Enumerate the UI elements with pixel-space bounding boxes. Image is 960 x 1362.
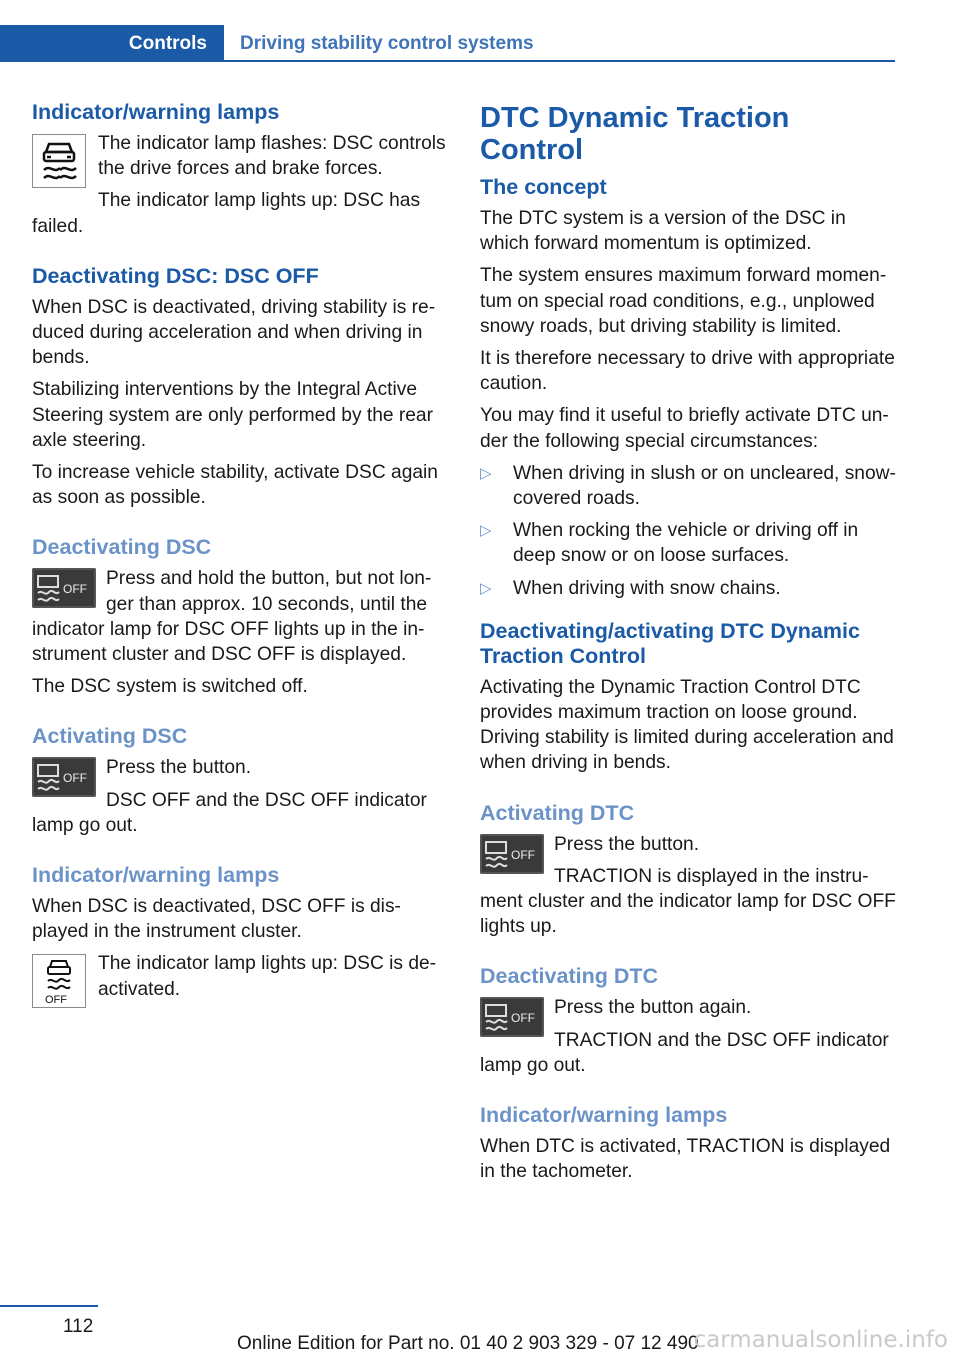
list-item xyxy=(480,576,898,601)
header-rule xyxy=(224,60,895,62)
text-para: The DTC system is a version of the DSC in which forward momentum is optimized. xyxy=(480,208,846,255)
text-para: Press and hold the button, but not longer than approx. 10 seconds, until the indicator lamp for DSC OFF lights up in the instrument cluster and DSC OFF is displayed. xyxy=(32,568,432,666)
list-item xyxy=(480,518,898,568)
dsc-off-warning-lamp-icon xyxy=(32,954,86,1008)
heading-deactivating-dtc: Deactivating DTC xyxy=(480,964,659,989)
text-para: Press the button again. xyxy=(554,997,752,1019)
left-column xyxy=(32,100,450,1012)
text-para: DSC OFF and the DSC OFF indicator lamp go out. xyxy=(32,789,427,836)
text-para: The indicator lamp lights up: DSC has failed. xyxy=(32,190,421,237)
heading-indicator-lamps-dsc: Indicator/warning lamps xyxy=(32,100,280,124)
bullet-triangle-icon: ▷ xyxy=(480,464,492,482)
heading-dtc-dynamic-traction-control: DTC Dynamic Traction Control xyxy=(480,102,790,166)
text-para: TRACTION is displayed in the instrument cluster and the indicator lamp for DSC OFF lights up. xyxy=(480,865,896,938)
list-item xyxy=(480,461,898,511)
footer-edition: Online Edition for Part no. 01 40 2 903 329 - 07 12 490 xyxy=(237,1333,699,1354)
text-para: It is therefore necessary to drive with appropriate caution. xyxy=(480,348,895,395)
text-para: To increase vehicle stability, activate DSC again as soon as possible. xyxy=(32,462,438,509)
text-para: The DSC system is switched off. xyxy=(32,676,308,698)
text-para: When DSC is deactivated, DSC OFF is displayed in the instrument cluster. xyxy=(32,896,401,943)
text-para: Press the button. xyxy=(554,833,700,855)
dsc-off-button-icon xyxy=(480,834,544,874)
text-para: The indicator lamp flashes: DSC controls the drive forces and brake forces. xyxy=(98,133,446,180)
heading-activating-dtc: Activating DTC xyxy=(480,800,635,825)
dsc-off-button-icon xyxy=(480,997,544,1037)
dsc-warning-lamp-icon xyxy=(32,134,86,188)
heading-activating-dsc: Activating DSC xyxy=(32,724,188,749)
text-para: TRACTION and the DSC OFF indicator lamp go out. xyxy=(480,1029,889,1076)
header-title: Driving stability control systems xyxy=(240,33,534,54)
bullet-triangle-icon: ▷ xyxy=(480,522,492,540)
heading-indicator-lamps-dsc-off: Indicator/warning lamps xyxy=(32,863,280,888)
text-para: The system ensures maximum forward momentum on special road conditions, e.g., unplowed snowy roads, but driving stability is limited. xyxy=(480,265,887,337)
svg-text:OFF: OFF xyxy=(511,847,535,862)
heading-deactivating-dsc: Deactivating DSC xyxy=(32,535,212,560)
list-item-text: When rocking the vehicle or driving off in deep snow or on loose surfaces. xyxy=(513,520,859,567)
list-item-text: When driving in slush or on uncleared, snow-covered roads. xyxy=(513,462,896,510)
text-para: When DTC is activated, TRACTION is displayed in the tachometer. xyxy=(480,1136,891,1183)
svg-text:OFF: OFF xyxy=(63,582,87,597)
dsc-off-button-icon xyxy=(32,757,96,797)
svg-text:OFF: OFF xyxy=(45,994,67,1006)
page-number: 112 xyxy=(63,1316,94,1337)
svg-text:OFF: OFF xyxy=(63,771,87,786)
heading-indicator-lamps-dtc: Indicator/warning lamps xyxy=(480,1103,728,1128)
text-para: Stabilizing interventions by the Integral Active Steering system are only performed by the rear axle steering. xyxy=(32,379,433,451)
heading-deactivating-dsc-off: Deactivating DSC: DSC OFF xyxy=(32,263,319,288)
text-para: The indicator lamp lights up: DSC is deactivated. xyxy=(98,953,437,1000)
dsc-off-button-icon xyxy=(32,568,96,608)
text-para: You may find it useful to briefly activate DTC under the following special circumstances: xyxy=(480,405,889,452)
circumstances-list xyxy=(480,461,898,601)
heading-the-concept: The concept xyxy=(480,175,607,199)
watermark: carmanualsonline.info xyxy=(693,1327,948,1353)
text-para: Activating the Dynamic Traction Control DTC provides maximum traction on loose ground. Driving stability is limited during acceleration and when driving in bends. xyxy=(480,676,894,774)
bullet-triangle-icon: ▷ xyxy=(480,579,492,597)
page-number-rule xyxy=(0,1305,98,1307)
svg-text:OFF: OFF xyxy=(511,1011,535,1026)
text-para: Press the button. xyxy=(106,757,252,779)
right-column xyxy=(480,100,898,1191)
heading-deactivating-activating-dtc: Deactivating/activating DTC Dynamic Traction Control xyxy=(480,618,860,668)
list-item-text: When driving with snow chains. xyxy=(513,577,781,599)
text-para: When DSC is deactivated, driving stability is reduced during acceleration and when driving in bends. xyxy=(32,296,436,369)
header-section-tab: Controls xyxy=(0,25,224,62)
